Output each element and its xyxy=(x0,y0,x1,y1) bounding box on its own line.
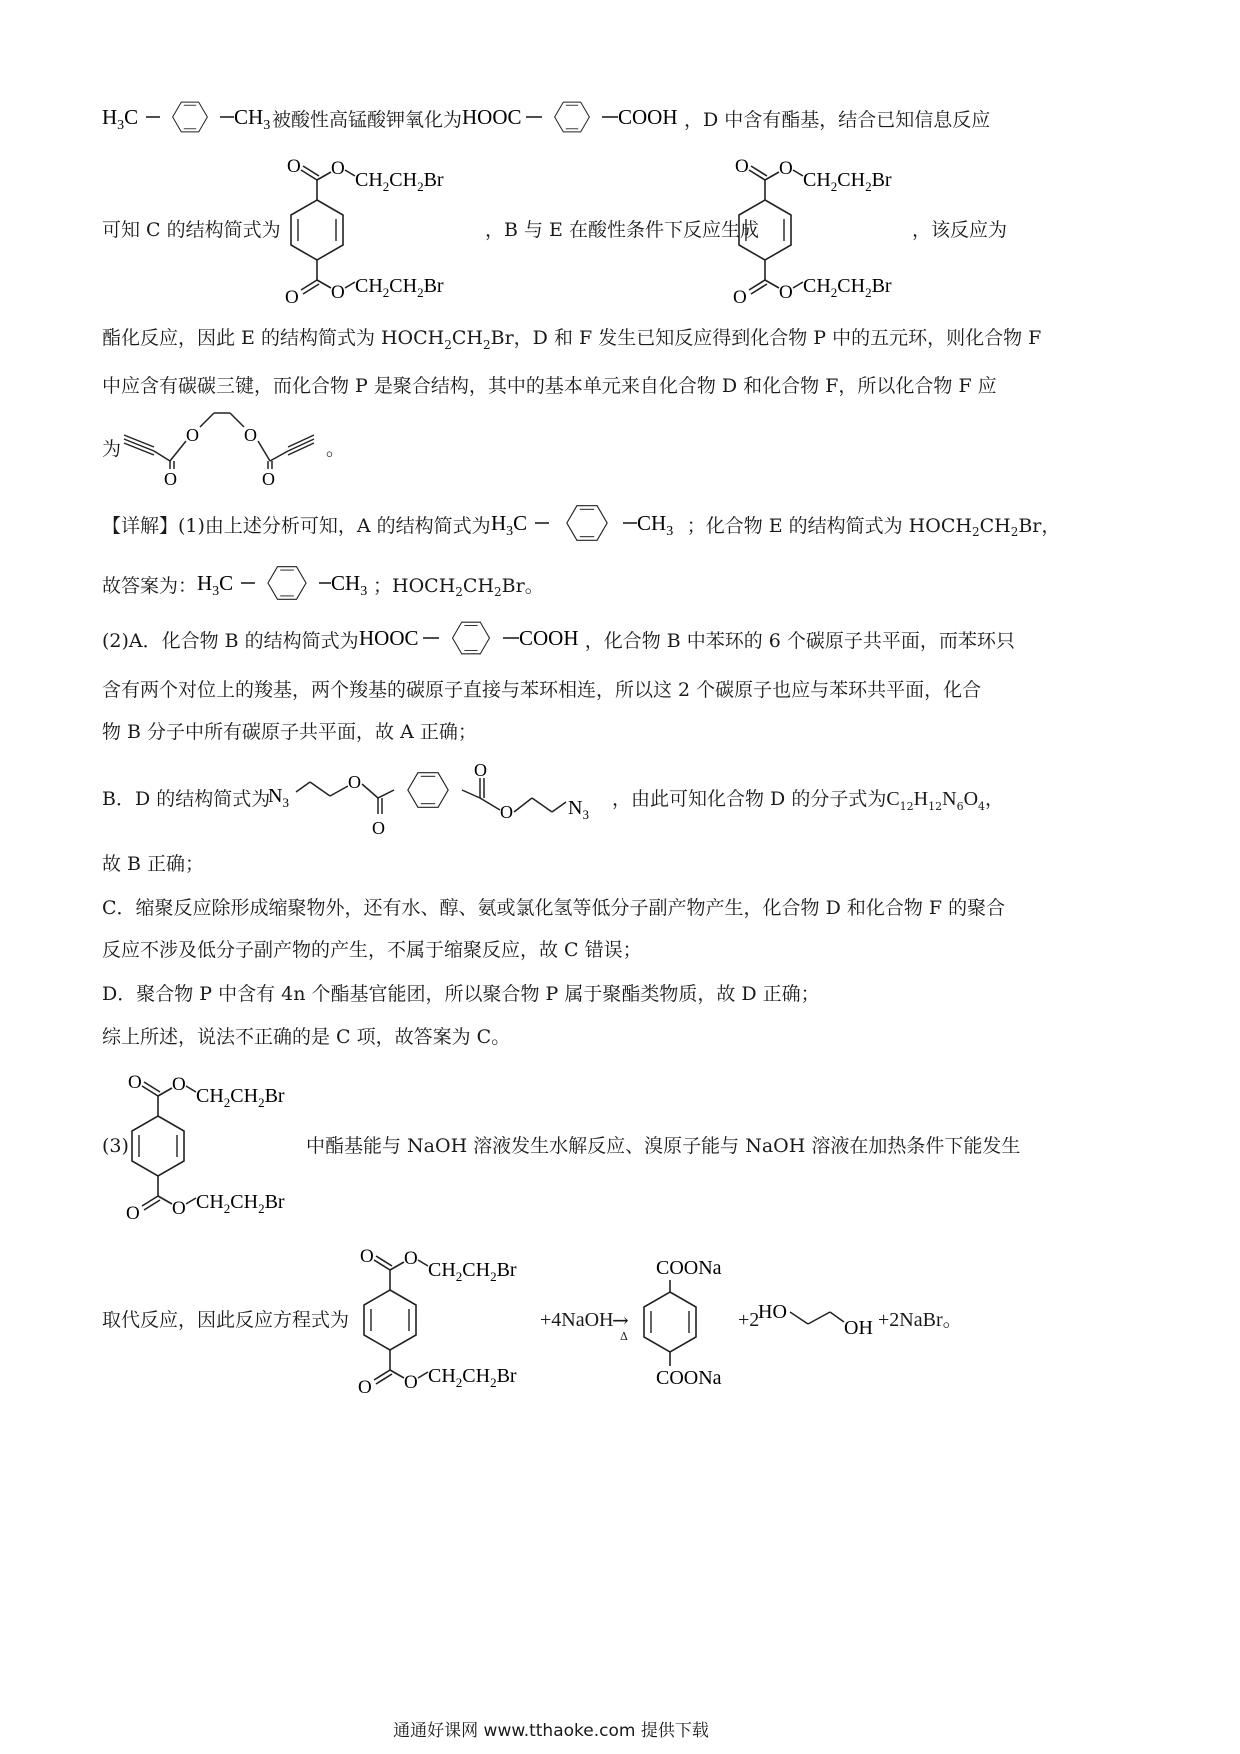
svg-text:CH2CH2Br: $CH_2CH_2Br$ xyxy=(803,169,892,194)
svg-text:O: O xyxy=(287,156,301,177)
svg-text:O: O xyxy=(474,762,487,780)
line-5-prefix: 为 xyxy=(102,438,122,460)
svg-text:CH3: $CH_3$ xyxy=(234,105,271,133)
svg-text:CH2CH2Br: $CH_2CH_2Br$ xyxy=(803,275,892,300)
q2b-prefix: B．D 的结构简式为 xyxy=(102,788,271,810)
svg-text:O: O xyxy=(285,287,299,308)
coefficient-2: +2 xyxy=(738,1309,760,1331)
svg-text:O: O xyxy=(172,1198,186,1219)
svg-text:O: O xyxy=(164,469,177,487)
svg-text:O: O xyxy=(172,1074,186,1095)
summary-line: 综上所述，说法不正确的是 C 项，故答案为 C。 xyxy=(102,1026,511,1048)
svg-text:O: O xyxy=(404,1248,418,1269)
svg-text:O: O xyxy=(404,1372,418,1393)
structure-p-xylene-2 xyxy=(491,505,687,547)
line-2-text-b: ，B 与 E 在酸性条件下反应生成 xyxy=(485,219,759,241)
reagent-naoh: +4NaOH xyxy=(540,1309,614,1331)
q2a-line-1: (2)A．化合物 B 的结构简式为 HOOC COOH ，化合物 B 中苯环的 6 个碳原子共平面，而苯环只 xyxy=(102,620,1008,656)
structure-compound-d xyxy=(268,762,608,846)
svg-text:O: O xyxy=(500,802,513,822)
q2c-line-2: 反应不涉及低分子副产物的产生，不属于缩聚反应，故 C 错误； xyxy=(102,939,642,961)
svg-text:O: O xyxy=(358,1377,372,1398)
svg-text:O: O xyxy=(735,156,749,177)
page-footer: 通通好课网 www.tthaoke.com 提供下载 xyxy=(393,1721,709,1741)
svg-text:O: O xyxy=(779,282,793,303)
svg-text:COONa: COONa xyxy=(656,1257,722,1279)
line-4: 中应含有碳碳三键，而化合物 P 是聚合结构，其中的基本单元来自化合物 D 和化合物 F，所以化合物 F 应 xyxy=(102,375,997,397)
structure-terephthalic-acid xyxy=(462,100,684,140)
svg-text:H3C: $H_3C$ xyxy=(197,571,234,599)
svg-text:O: O xyxy=(779,158,793,179)
q2a-line-3: 物 B 分子中所有碳原子共平面，故 A 正确； xyxy=(102,721,477,743)
line-2-text-a: 可知 C 的结构简式为 xyxy=(102,219,281,241)
q2a-line-2: 含有两个对位上的羧基，两个羧基的碳原子直接与苯环相连，所以这 2 个碳原子也应与苯环共平面，化合 xyxy=(102,679,982,701)
svg-text:O: O xyxy=(126,1203,140,1224)
product-nabr: +2NaBr。 xyxy=(878,1309,963,1331)
svg-text:O: O xyxy=(733,287,747,308)
svg-text:CH2CH2Br: $CH_2CH_2Br$ xyxy=(196,1085,285,1110)
structure-reactant xyxy=(358,1240,548,1404)
q2b-line-2: 故 B 正确； xyxy=(102,853,205,875)
q3-eq-prefix: 取代反应，因此反应方程式为 xyxy=(102,1309,350,1331)
structure-terephthalic-acid-2 xyxy=(359,620,585,662)
line-1 xyxy=(102,100,1008,134)
svg-text:CH3: $CH_3$ xyxy=(636,511,673,539)
svg-text:H3C: $H_3C$ xyxy=(490,511,527,539)
q2b-formula-line: ，由此可知化合物 D 的分子式为$C_{12}H_{12}N_6O_4$， xyxy=(612,788,1005,813)
q3-label: (3) xyxy=(102,1135,129,1157)
line-3: 酯化反应，因此 E 的结构简式为 $HOCH_2CH_2Br$，D 和 F 发生已知反应得到化合物 P 中的五元环，则化合物 F xyxy=(102,327,1042,352)
svg-text:O: O xyxy=(348,772,361,792)
svg-text:CH2CH2Br: $CH_2CH_2Br$ xyxy=(196,1191,285,1216)
structure-compound-c-2 xyxy=(126,1066,316,1230)
svg-text:CH2CH2Br: $CH_2CH_2Br$ xyxy=(355,275,444,300)
svg-text:O: O xyxy=(331,158,345,179)
svg-text:CH2CH2Br: $CH_2CH_2Br$ xyxy=(428,1365,517,1390)
svg-text:HOOC: HOOC xyxy=(358,626,419,650)
svg-text:COONa: COONa xyxy=(656,1367,722,1389)
detail-line: 【详解】(1)由上述分析可知，A 的结构简式为 $H_3C$ $CH_3$ ；化合物 E 的结构简式为 $HOCH_2CH_2Br$， xyxy=(102,505,1008,541)
structure-compound-c xyxy=(285,150,475,314)
structure-p-xylene xyxy=(102,100,272,140)
svg-text:CH2CH2Br: $CH_2CH_2Br$ xyxy=(428,1259,517,1284)
reaction-arrow: → xyxy=(612,1308,629,1332)
text: 被酸性高锰酸钾氧化为 xyxy=(272,109,463,131)
q3-line-1: 中酯基能与 NaOH 溶液发生水解反应、溴原子能与 NaOH 溶液在加热条件下能发生 xyxy=(306,1135,1021,1157)
svg-text:O: O xyxy=(128,1072,142,1093)
svg-text:CH2CH2Br: $CH_2CH_2Br$ xyxy=(355,169,444,194)
answer-1-line: 故答案为： $H_3C$ $CH_3$ ；$HOCH_2CH_2Br$。 xyxy=(102,565,1008,601)
structure-ethylene-glycol xyxy=(758,1296,888,1344)
svg-text:HOOC: HOOC xyxy=(462,105,522,129)
svg-text:COOH: COOH xyxy=(518,626,579,650)
svg-text:HO: HO xyxy=(758,1301,787,1323)
svg-text:O: O xyxy=(360,1246,374,1267)
heat-symbol: Δ xyxy=(620,1330,628,1343)
svg-text:CH3: $CH_3$ xyxy=(331,571,368,599)
structure-compound-f xyxy=(118,405,318,491)
svg-text:COOH: COOH xyxy=(618,105,678,129)
structure-disodium-terephthalate xyxy=(640,1252,752,1396)
q2d-line: D．聚合物 P 中含有 4n 个酯基官能团，所以聚合物 P 属于聚酯类物质，故 D 正确； xyxy=(102,983,820,1005)
q2c-line-1: C．缩聚反应除形成缩聚物外，还有水、醇、氨或氯化氢等低分子副产物产生，化合物 D 和化合物 F 的聚合 xyxy=(102,897,1006,919)
line-5-suffix: 。 xyxy=(326,438,346,460)
svg-text:O: O xyxy=(331,282,345,303)
structure-compound-d-product xyxy=(733,150,923,314)
text: ，D 中含有酯基，结合已知信息反应 xyxy=(684,109,991,131)
line-2-text-c: ，该反应为 xyxy=(912,219,1008,241)
svg-text:H3C: $H_3C$ xyxy=(102,105,139,133)
svg-text:N3: $N_3$ xyxy=(568,797,589,822)
svg-text:N3: $N_3$ xyxy=(268,785,289,810)
svg-text:O: O xyxy=(244,425,257,445)
svg-text:OH: OH xyxy=(844,1317,873,1339)
svg-text:O: O xyxy=(186,425,199,445)
structure-p-xylene-3 xyxy=(197,565,373,607)
svg-text:O: O xyxy=(262,469,275,487)
svg-text:O: O xyxy=(372,818,385,838)
